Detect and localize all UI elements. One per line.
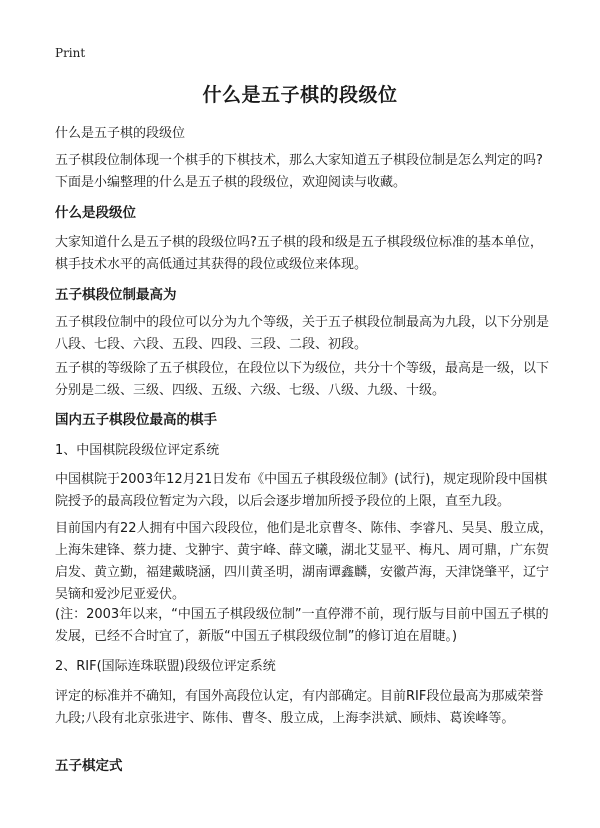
section-heading-4: 五子棋定式 [55, 758, 123, 774]
section-heading-3: 国内五子棋段位最高的棋手 [55, 412, 217, 428]
section-3-paragraph-2 [55, 518, 555, 606]
s3-note-text: (注：2003年以来，“中国五子棋段级位制”一直停滞不前，现行版与目前中国五子棋的发展，已经不合时宜了，新版“中国五子棋段级位制”的修订迫在眉睫。) [55, 607, 549, 644]
print-label[interactable]: Print [55, 46, 86, 60]
intro-paragraph [55, 150, 555, 194]
section-3-item-2: 2、RIF(国际连珠联盟)段级位评定系统 [55, 659, 276, 674]
s2-p1-text: 五子棋段位制中的段位可以分为九个等级，关于五子棋段位制最高为九段，以下分别是八段、七段、六段、五段、四段、三段、二段、初段。 [55, 315, 550, 352]
section-1-paragraph [55, 232, 555, 276]
section-2-paragraph-1 [55, 312, 555, 356]
subtitle: 什么是五子棋的段级位 [55, 126, 186, 141]
intro-text: 五子棋段位制体现一个棋手的下棋技术，那么大家知道五子棋段位制是怎么判定的吗?下面是小编整理的什么是五子棋的段级位，欢迎阅读与收藏。 [55, 153, 543, 190]
s1-p1-text: 大家知道什么是五子棋的段级位吗?五子棋的段和级是五子棋段级位标准的基本单位，棋手技术水平的高低通过其获得的段位或级位来体现。 [55, 235, 543, 272]
section-3-note [55, 604, 555, 648]
section-2-paragraph-2 [55, 358, 555, 402]
s3-p3-text: 评定的标准并不确知，有国外高段位认定，有内部确定。目前RIF段位最高为那威荣誉九段;八段有北京张进宇、陈伟、曹冬、殷立成，上海李洪斌、顾炜、葛诶峰等。 [55, 689, 544, 726]
section-3-item-1: 1、中国棋院段级位评定系统 [55, 443, 220, 458]
section-3-paragraph-3 [55, 686, 555, 730]
s2-p2-text: 五子棋的等级除了五子棋段位，在段位以下为级位，共分十个等级，最高是一级，以下分别是二级、三级、四级、五级、六级、七级、八级、九级、十级。 [55, 361, 550, 398]
section-3-paragraph-1 [55, 469, 555, 513]
s3-p1-text: 中国棋院于2003年12月21日发布《中国五子棋段级位制》(试行)，规定现阶段中国棋院授予的最高段位暂定为六段，以后会逐步增加所授予段位的上限，直至九段。 [55, 472, 548, 509]
s3-p2-text: 目前国内有22人拥有中国六段段位，他们是北京曹冬、陈伟、李睿凡、吴昊、殷立成，上海朱建锋、蔡力捷、戈翀宇、黄宇峰、薛文曦，湖北艾显平、梅凡、周可鼎，广东贺启发、黄立勤，福建戴晓涵，四川黄圣明，湖南谭鑫麟，安徽芦海，天津饶肇平，辽宁吴镝和爱沙尼亚爱伏。 [55, 521, 553, 602]
page-title: 什么是五子棋的段级位 [202, 84, 398, 106]
section-heading-1: 什么是段级位 [55, 205, 136, 221]
section-heading-2: 五子棋段位制最高为 [55, 287, 177, 303]
